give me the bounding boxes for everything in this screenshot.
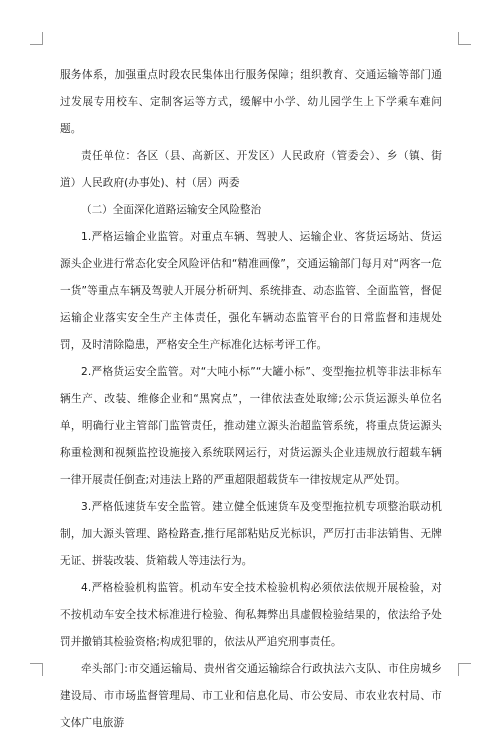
crop-mark-top-right: [458, 32, 471, 45]
crop-mark-bottom-left: [30, 663, 43, 676]
paragraph-lead-departments: 牵头部门:市交通运输局、贵州省交通运输综合行政执法六支队、市住房城乡建设局、市市场监督管理局、市工业和信息化局、市公安局、市农业农村局、市文体广电旅游: [60, 663, 442, 729]
section-heading: （二）全面深化道路运输安全风险整治: [81, 204, 262, 216]
crop-mark-bottom-right: [458, 663, 471, 676]
crop-mark-top-left: [30, 32, 43, 45]
paragraph-item-4: 4.严格检验机构监管。机动车安全技术检验机构必须依法依规开展检验，对不按机动车安全技术标准进行检验、徇私舞弊出具虚假检验结果的，依法给予处罚并撤销其检验资格;构成犯罪的，依法从严追究刑事责任。: [60, 582, 442, 648]
paragraph-item-3: 3.严格低速货车安全监管。建立健全低速货车及变型拖拉机专项整治联动机制，加大源头管理、路检路查,推行尾部粘贴反光标识，严厉打击非法销售、无牌无证、拼装改装、货箱载人等违法行为。: [60, 501, 442, 567]
paragraph-item-2: 2.严格货运安全监管。对“大吨小标”“大罐小标”、变型拖拉机等非法非标车辆生产、改装、维修企业和“黑窝点”，一律依法查处取缔;公示货运源头单位名单，明确行业主管部门监管责任，推动建立源头治超监管系统，将重点货运源头称重检测和视频监控设施接入系统联网运行，对货运源头企业违规放行超载车辆一律开展责任倒查;对违法上路的严重超限超载货车一律按规定从严处罚。: [60, 366, 442, 486]
paragraph-responsible-units: 责任单位：各区（县、高新区、开发区）人民政府（管委会）、乡（镇、街道）人民政府(办事处)、村（居）两委: [60, 150, 442, 189]
paragraph-continued-service: 服务体系，加强重点时段农民集体出行服务保障；组织教育、交通运输等部门通过发展专用校车、定制客运等方式，缓解中小学、幼儿园学生上下学乘车难问题。: [60, 69, 442, 135]
paragraph-item-1: 1.严格运输企业监管。对重点车辆、驾驶人、运输企业、客货运场站、货运源头企业进行常态化安全风险评估和“精准画像”，交通运输部门每月对“两客一危一货”等重点车辆及驾驶人开展分析研判、系统排查、动态监管、全面监管，督促运输企业落实安全生产主体责任，强化车辆动态监管平台的日常监督和违规处罚，及时清除隐患，严格安全生产标准化达标考评工作。: [60, 231, 442, 351]
document-body: [60, 62, 442, 737]
